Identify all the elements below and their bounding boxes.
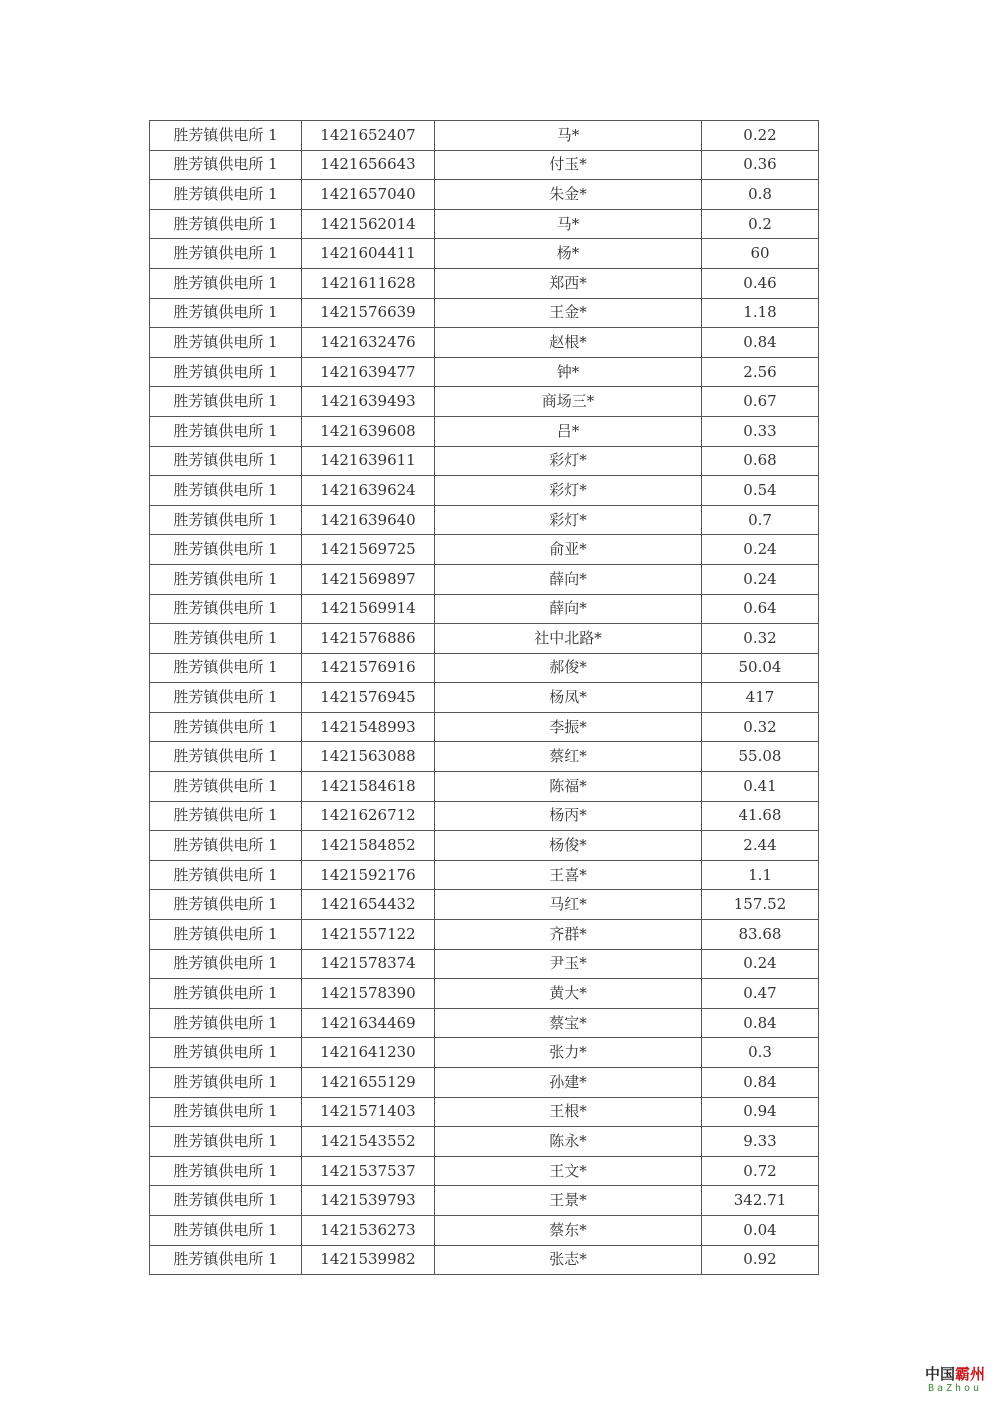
customer-name-cell: 马* <box>435 121 702 151</box>
account-number-cell: 1421539793 <box>302 1186 435 1216</box>
station-cell: 胜芳镇供电所 1 <box>150 712 302 742</box>
table-row <box>150 328 819 358</box>
customer-name-cell: 社中北路* <box>435 624 702 654</box>
amount-cell: 0.22 <box>702 121 819 151</box>
account-number-cell: 1421654432 <box>302 890 435 920</box>
amount-cell: 0.67 <box>702 387 819 417</box>
station-cell: 胜芳镇供电所 1 <box>150 328 302 358</box>
customer-name-cell: 孙建* <box>435 1068 702 1098</box>
customer-name-cell: 杨* <box>435 239 702 269</box>
table-row <box>150 150 819 180</box>
customer-name-cell: 齐群* <box>435 920 702 950</box>
site-watermark-logo <box>922 1365 988 1395</box>
customer-name-cell: 彩灯* <box>435 505 702 535</box>
amount-cell: 0.24 <box>702 949 819 979</box>
table-row <box>150 890 819 920</box>
table-row <box>150 653 819 683</box>
amount-cell: 1.1 <box>702 860 819 890</box>
customer-name-cell: 尹玉* <box>435 949 702 979</box>
amount-cell: 2.56 <box>702 357 819 387</box>
table-row <box>150 505 819 535</box>
amount-cell: 55.08 <box>702 742 819 772</box>
amount-cell: 0.54 <box>702 476 819 506</box>
account-number-cell: 1421611628 <box>302 268 435 298</box>
account-number-cell: 1421548993 <box>302 712 435 742</box>
table-row <box>150 357 819 387</box>
table-row <box>150 712 819 742</box>
account-number-cell: 1421536273 <box>302 1215 435 1245</box>
account-number-cell: 1421576916 <box>302 653 435 683</box>
station-cell: 胜芳镇供电所 1 <box>150 268 302 298</box>
account-number-cell: 1421576639 <box>302 298 435 328</box>
station-cell: 胜芳镇供电所 1 <box>150 1008 302 1038</box>
table-row <box>150 772 819 802</box>
amount-cell: 0.84 <box>702 1008 819 1038</box>
table-row <box>150 1038 819 1068</box>
station-cell: 胜芳镇供电所 1 <box>150 1186 302 1216</box>
customer-name-cell: 朱金* <box>435 180 702 210</box>
customer-name-cell: 杨丙* <box>435 801 702 831</box>
amount-cell: 9.33 <box>702 1127 819 1157</box>
table-row <box>150 239 819 269</box>
amount-cell: 0.41 <box>702 772 819 802</box>
customer-name-cell: 张力* <box>435 1038 702 1068</box>
account-number-cell: 1421639608 <box>302 416 435 446</box>
customer-name-cell: 王文* <box>435 1156 702 1186</box>
customer-name-cell: 王金* <box>435 298 702 328</box>
amount-cell: 60 <box>702 239 819 269</box>
amount-cell: 0.24 <box>702 535 819 565</box>
table-row <box>150 1097 819 1127</box>
table-row <box>150 949 819 979</box>
station-cell: 胜芳镇供电所 1 <box>150 387 302 417</box>
account-number-cell: 1421634469 <box>302 1008 435 1038</box>
amount-cell: 0.32 <box>702 712 819 742</box>
account-number-cell: 1421641230 <box>302 1038 435 1068</box>
data-table-container <box>149 120 818 1275</box>
station-cell: 胜芳镇供电所 1 <box>150 1068 302 1098</box>
table-row <box>150 920 819 950</box>
table-row <box>150 446 819 476</box>
account-number-cell: 1421604411 <box>302 239 435 269</box>
account-number-cell: 1421639640 <box>302 505 435 535</box>
amount-cell: 0.33 <box>702 416 819 446</box>
table-row <box>150 180 819 210</box>
amount-cell: 1.18 <box>702 298 819 328</box>
customer-name-cell: 蔡宝* <box>435 1008 702 1038</box>
station-cell: 胜芳镇供电所 1 <box>150 1156 302 1186</box>
amount-cell: 0.84 <box>702 328 819 358</box>
station-cell: 胜芳镇供电所 1 <box>150 683 302 713</box>
customer-name-cell: 杨俊* <box>435 831 702 861</box>
account-number-cell: 1421578374 <box>302 949 435 979</box>
station-cell: 胜芳镇供电所 1 <box>150 653 302 683</box>
amount-cell: 417 <box>702 683 819 713</box>
table-row <box>150 1245 819 1275</box>
customer-name-cell: 郝俊* <box>435 653 702 683</box>
station-cell: 胜芳镇供电所 1 <box>150 1215 302 1245</box>
account-number-cell: 1421576945 <box>302 683 435 713</box>
customer-name-cell: 蔡东* <box>435 1215 702 1245</box>
table-row <box>150 564 819 594</box>
customer-name-cell: 王景* <box>435 1186 702 1216</box>
station-cell: 胜芳镇供电所 1 <box>150 949 302 979</box>
customer-name-cell: 彩灯* <box>435 476 702 506</box>
amount-cell: 342.71 <box>702 1186 819 1216</box>
station-cell: 胜芳镇供电所 1 <box>150 150 302 180</box>
station-cell: 胜芳镇供电所 1 <box>150 742 302 772</box>
table-row <box>150 624 819 654</box>
station-cell: 胜芳镇供电所 1 <box>150 1038 302 1068</box>
station-cell: 胜芳镇供电所 1 <box>150 594 302 624</box>
amount-cell: 0.8 <box>702 180 819 210</box>
station-cell: 胜芳镇供电所 1 <box>150 180 302 210</box>
amount-cell: 0.64 <box>702 594 819 624</box>
amount-cell: 0.84 <box>702 1068 819 1098</box>
watermark-text-red: 霸州 <box>955 1365 986 1383</box>
watermark-text-dark: 中国 <box>924 1365 955 1383</box>
customer-name-cell: 马红* <box>435 890 702 920</box>
customer-name-cell: 彩灯* <box>435 446 702 476</box>
account-number-cell: 1421639624 <box>302 476 435 506</box>
amount-cell: 0.7 <box>702 505 819 535</box>
customer-name-cell: 商场三* <box>435 387 702 417</box>
watermark-chinese-text <box>922 1365 988 1383</box>
table-row <box>150 831 819 861</box>
watermark-pinyin-text: BaZhou <box>927 1383 983 1394</box>
amount-cell: 0.72 <box>702 1156 819 1186</box>
account-number-cell: 1421639611 <box>302 446 435 476</box>
customer-name-cell: 薛向* <box>435 564 702 594</box>
table-row <box>150 209 819 239</box>
account-number-cell: 1421655129 <box>302 1068 435 1098</box>
station-cell: 胜芳镇供电所 1 <box>150 535 302 565</box>
customer-name-cell: 杨凤* <box>435 683 702 713</box>
station-cell: 胜芳镇供电所 1 <box>150 772 302 802</box>
customer-name-cell: 赵根* <box>435 328 702 358</box>
station-cell: 胜芳镇供电所 1 <box>150 298 302 328</box>
station-cell: 胜芳镇供电所 1 <box>150 121 302 151</box>
amount-cell: 0.68 <box>702 446 819 476</box>
account-number-cell: 1421584852 <box>302 831 435 861</box>
account-number-cell: 1421571403 <box>302 1097 435 1127</box>
account-number-cell: 1421592176 <box>302 860 435 890</box>
amount-cell: 83.68 <box>702 920 819 950</box>
account-number-cell: 1421639477 <box>302 357 435 387</box>
station-cell: 胜芳镇供电所 1 <box>150 920 302 950</box>
data-table <box>149 120 819 1275</box>
customer-name-cell: 马* <box>435 209 702 239</box>
station-cell: 胜芳镇供电所 1 <box>150 1245 302 1275</box>
table-row <box>150 416 819 446</box>
account-number-cell: 1421543552 <box>302 1127 435 1157</box>
customer-name-cell: 蔡红* <box>435 742 702 772</box>
customer-name-cell: 李振* <box>435 712 702 742</box>
station-cell: 胜芳镇供电所 1 <box>150 1097 302 1127</box>
customer-name-cell: 黄大* <box>435 979 702 1009</box>
account-number-cell: 1421539982 <box>302 1245 435 1275</box>
station-cell: 胜芳镇供电所 1 <box>150 831 302 861</box>
account-number-cell: 1421576886 <box>302 624 435 654</box>
station-cell: 胜芳镇供电所 1 <box>150 890 302 920</box>
account-number-cell: 1421652407 <box>302 121 435 151</box>
account-number-cell: 1421562014 <box>302 209 435 239</box>
account-number-cell: 1421657040 <box>302 180 435 210</box>
customer-name-cell: 张志* <box>435 1245 702 1275</box>
account-number-cell: 1421557122 <box>302 920 435 950</box>
account-number-cell: 1421639493 <box>302 387 435 417</box>
customer-name-cell: 俞亚* <box>435 535 702 565</box>
account-number-cell: 1421563088 <box>302 742 435 772</box>
account-number-cell: 1421537537 <box>302 1156 435 1186</box>
table-row <box>150 535 819 565</box>
amount-cell: 2.44 <box>702 831 819 861</box>
table-row <box>150 742 819 772</box>
table-row <box>150 1215 819 1245</box>
table-row <box>150 594 819 624</box>
amount-cell: 0.47 <box>702 979 819 1009</box>
amount-cell: 0.46 <box>702 268 819 298</box>
station-cell: 胜芳镇供电所 1 <box>150 860 302 890</box>
station-cell: 胜芳镇供电所 1 <box>150 1127 302 1157</box>
station-cell: 胜芳镇供电所 1 <box>150 446 302 476</box>
account-number-cell: 1421632476 <box>302 328 435 358</box>
amount-cell: 50.04 <box>702 653 819 683</box>
table-row <box>150 387 819 417</box>
station-cell: 胜芳镇供电所 1 <box>150 564 302 594</box>
account-number-cell: 1421569725 <box>302 535 435 565</box>
amount-cell: 157.52 <box>702 890 819 920</box>
account-number-cell: 1421656643 <box>302 150 435 180</box>
customer-name-cell: 王根* <box>435 1097 702 1127</box>
table-row <box>150 1156 819 1186</box>
station-cell: 胜芳镇供电所 1 <box>150 801 302 831</box>
table-row <box>150 476 819 506</box>
station-cell: 胜芳镇供电所 1 <box>150 239 302 269</box>
account-number-cell: 1421569897 <box>302 564 435 594</box>
amount-cell: 0.3 <box>702 1038 819 1068</box>
customer-name-cell: 钟* <box>435 357 702 387</box>
amount-cell: 0.36 <box>702 150 819 180</box>
station-cell: 胜芳镇供电所 1 <box>150 476 302 506</box>
account-number-cell: 1421584618 <box>302 772 435 802</box>
table-row <box>150 1068 819 1098</box>
table-row <box>150 683 819 713</box>
table-row <box>150 1186 819 1216</box>
station-cell: 胜芳镇供电所 1 <box>150 357 302 387</box>
table-row <box>150 268 819 298</box>
customer-name-cell: 薛向* <box>435 594 702 624</box>
table-row <box>150 298 819 328</box>
customer-name-cell: 陈永* <box>435 1127 702 1157</box>
amount-cell: 0.04 <box>702 1215 819 1245</box>
amount-cell: 41.68 <box>702 801 819 831</box>
amount-cell: 0.94 <box>702 1097 819 1127</box>
table-row <box>150 979 819 1009</box>
customer-name-cell: 付玉* <box>435 150 702 180</box>
table-row <box>150 1127 819 1157</box>
station-cell: 胜芳镇供电所 1 <box>150 416 302 446</box>
customer-name-cell: 王喜* <box>435 860 702 890</box>
account-number-cell: 1421569914 <box>302 594 435 624</box>
amount-cell: 0.2 <box>702 209 819 239</box>
station-cell: 胜芳镇供电所 1 <box>150 624 302 654</box>
customer-name-cell: 陈福* <box>435 772 702 802</box>
amount-cell: 0.24 <box>702 564 819 594</box>
account-number-cell: 1421626712 <box>302 801 435 831</box>
customer-name-cell: 吕* <box>435 416 702 446</box>
station-cell: 胜芳镇供电所 1 <box>150 505 302 535</box>
amount-cell: 0.92 <box>702 1245 819 1275</box>
customer-name-cell: 郑西* <box>435 268 702 298</box>
station-cell: 胜芳镇供电所 1 <box>150 979 302 1009</box>
table-row <box>150 860 819 890</box>
amount-cell: 0.32 <box>702 624 819 654</box>
table-row <box>150 801 819 831</box>
table-body <box>150 121 819 1275</box>
account-number-cell: 1421578390 <box>302 979 435 1009</box>
table-row <box>150 121 819 151</box>
table-row <box>150 1008 819 1038</box>
station-cell: 胜芳镇供电所 1 <box>150 209 302 239</box>
